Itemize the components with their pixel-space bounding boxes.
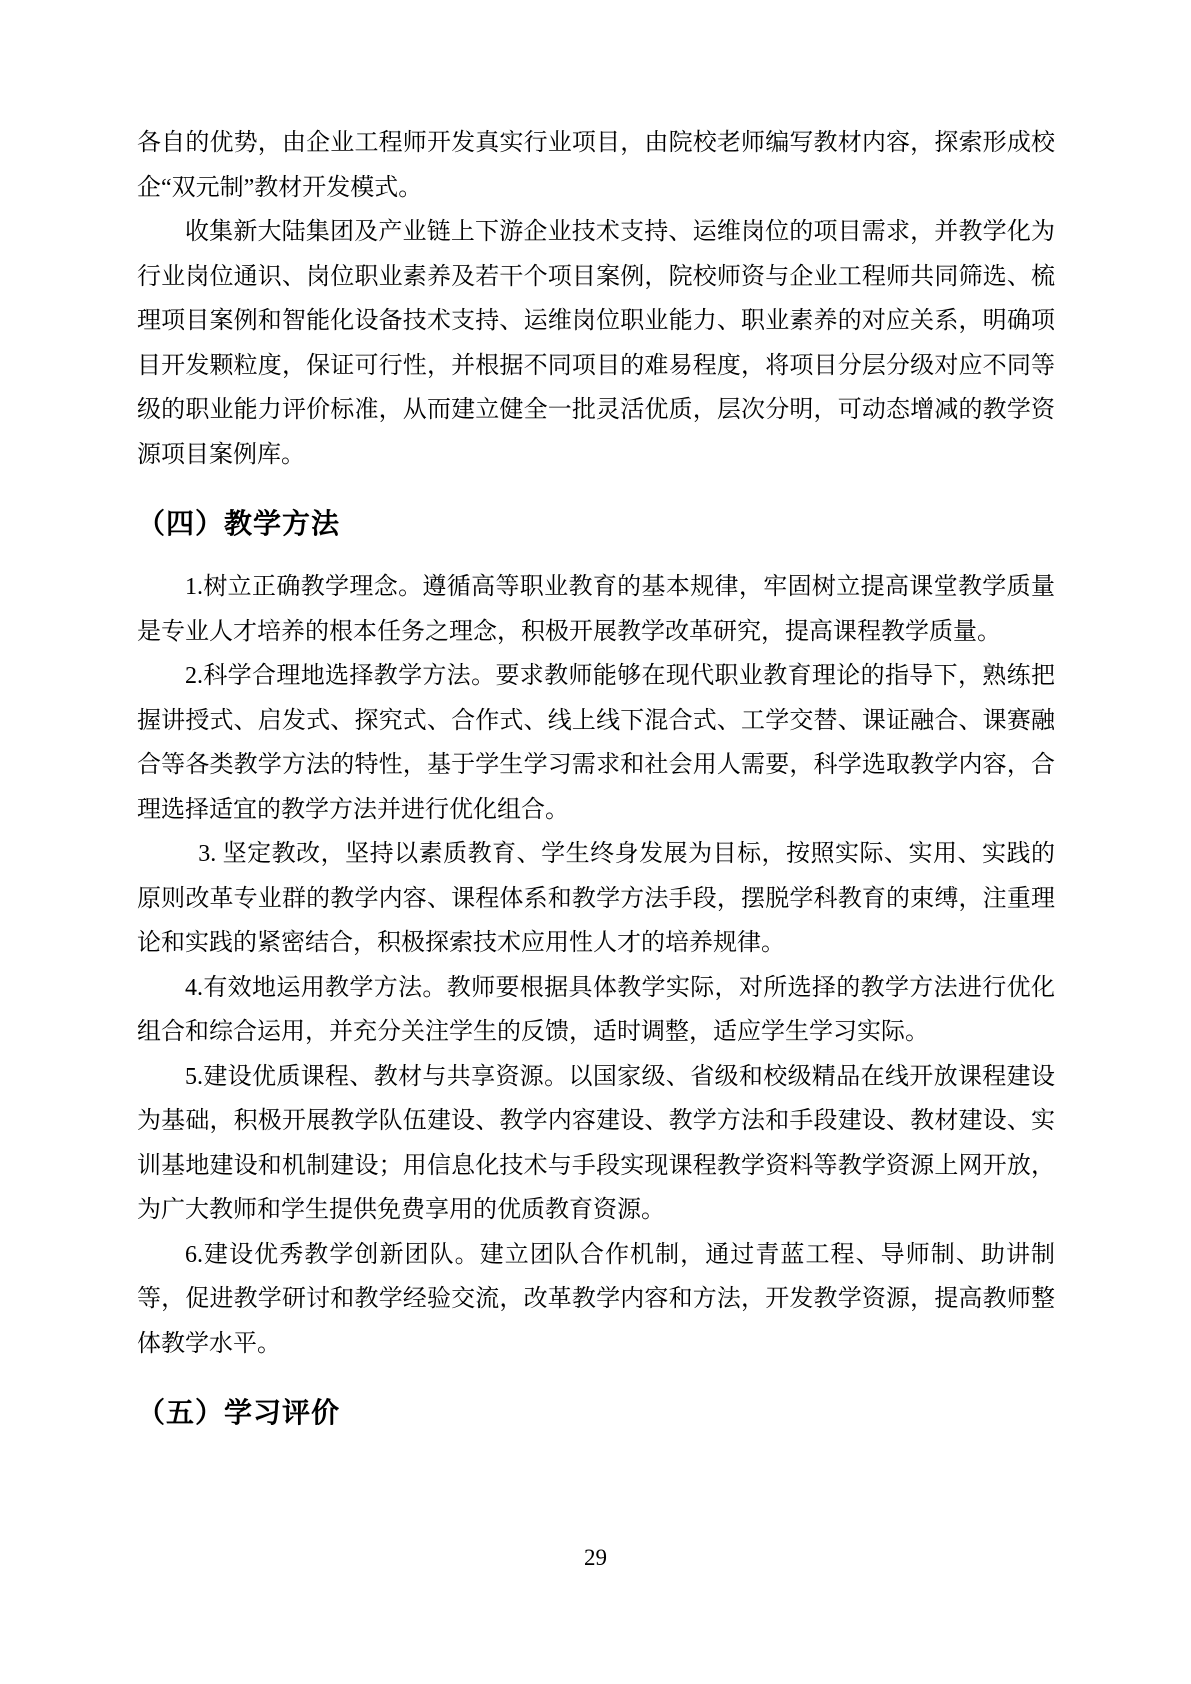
paragraph-project-collection: 收集新大陆集团及产业链上下游企业技术支持、运维岗位的项目需求，并教学化为行业岗位通识、岗位职业素养及若干个项目案例，院校师资与企业工程师共同筛选、梳理项目案例和智能化设备技术支持、运维岗位职业能力、职业素养的对应关系，明确项目开发颗粒度，保证可行性，并根据不同项目的难易程度，将项目分层分级对应不同等级的职业能力评价标准，从而建立健全一批灵活优质，层次分明，可动态增减的教学资源项目案例库。 [137,219,1055,468]
paragraph-item-4: 4.有效地运用教学方法。教师要根据具体教学实际，对所选择的教学方法进行优化组合和综合运用，并充分关注学生的反馈，适时调整，适应学生学习实际。 [137,974,1055,1045]
document-content [137,121,1055,1454]
page-number: 29 [584,1545,607,1570]
section-heading-learning-evaluation: （五）学习评价 [137,1397,341,1428]
paragraph-item-5: 5.建设优质课程、教材与共享资源。以国家级、省级和校级精品在线开放课程建设为基础，积极开展教学队伍建设、教学内容建设、教学方法和手段建设、教材建设、实训基地建设和机制建设；用信息化技术与手段实现课程教学资料等教学资源上网开放，为广大教师和学生提供免费享用的优质教育资源。 [137,1063,1055,1223]
paragraph-item-2: 2.科学合理地选择教学方法。要求教师能够在现代职业教育理论的指导下，熟练把握讲授式、启发式、探究式、合作式、线上线下混合式、工学交替、课证融合、课赛融合等各类教学方法的特性，基于学生学习需求和社会用人需要，科学选取教学内容，合理选择适宜的教学方法并进行优化组合。 [137,663,1055,823]
paragraph-item-6: 6.建设优秀教学创新团队。建立团队合作机制，通过青蓝工程、导师制、助讲制等，促进教学研讨和教学经验交流，改革教学内容和方法，开发教学资源，提高教师整体教学水平。 [137,1241,1055,1357]
paragraph-item-3: 3. 坚定教改，坚持以素质教育、学生终身发展为目标，按照实际、实用、实践的原则改革专业群的教学内容、课程体系和教学方法手段，摆脱学科教育的束缚，注重理论和实践的紧密结合，积极探索技术应用性人才的培养规律。 [137,841,1055,956]
paragraph-continuation: 各自的优势，由企业工程师开发真实行业项目，由院校老师编写教材内容，探索形成校企“双元制”教材开发模式。 [137,130,1055,201]
paragraph-item-1: 1.树立正确教学理念。遵循高等职业教育的基本规律，牢固树立提高课堂教学质量是专业人才培养的根本任务之理念，积极开展教学改革研究，提高课程教学质量。 [137,574,1055,645]
section-heading-teaching-methods: （四）教学方法 [137,508,341,539]
